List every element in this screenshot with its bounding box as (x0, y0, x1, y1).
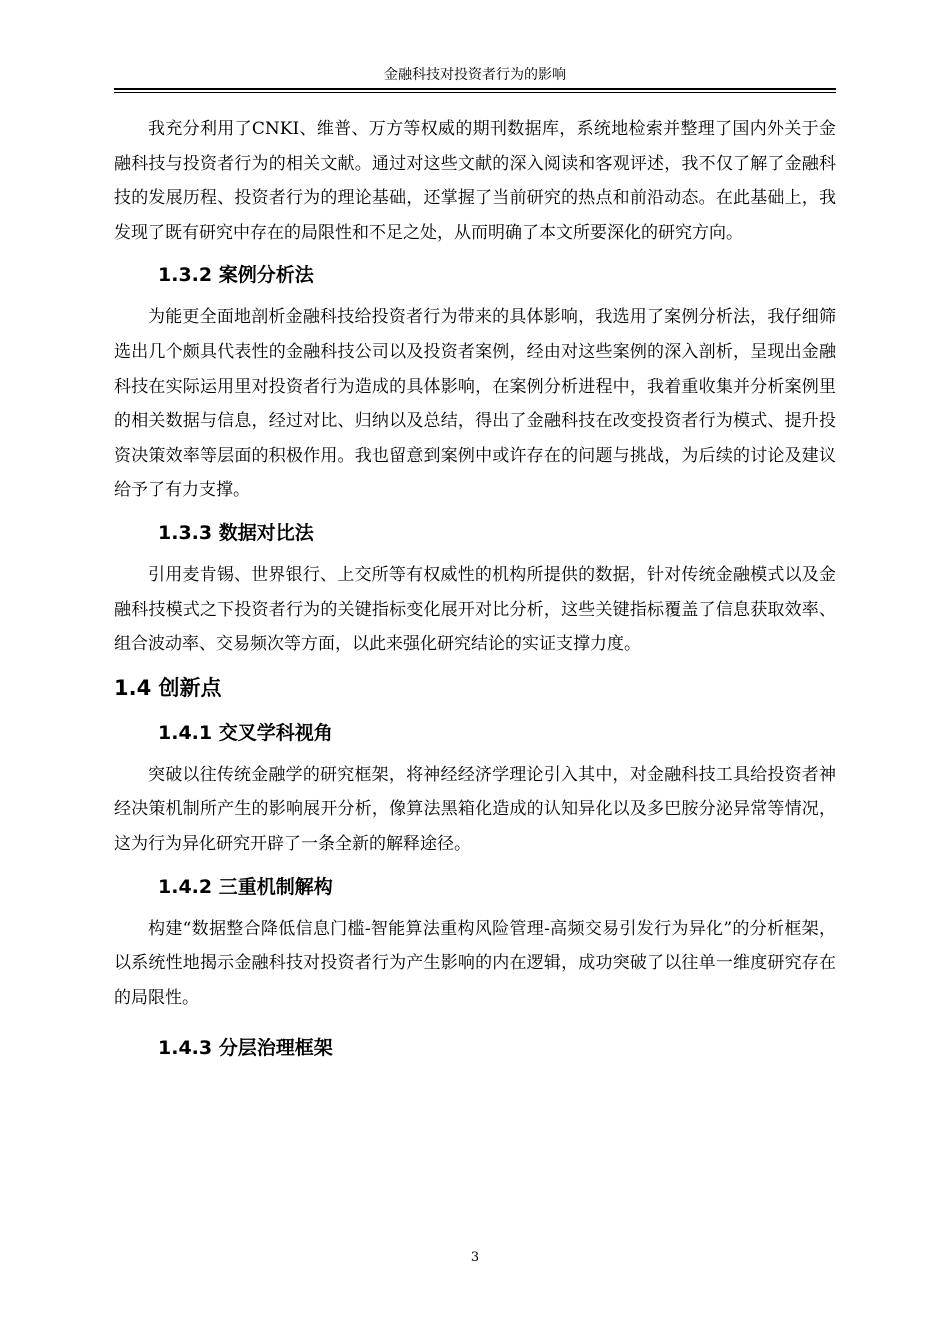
heading-1-4-1: 1.4.1 交叉学科视角 (158, 721, 333, 744)
page-body (114, 112, 836, 1059)
paragraph-literature-review: 我充分利用了CNKI、维普、万方等权威的期刊数据库，系统地检索并整理了国内外关于金融科技与投资者行为的相关文献。通过对这些文献的深入阅读和客观评述，我不仅了解了金融科技的发展历程、投资者行为的理论基础，还掌握了当前研究的热点和前沿动态。在此基础上，我发现了既有研究中存在的局限性和不足之处，从而明确了本文所要深化的研究方向。 (114, 119, 836, 243)
running-header: 金融科技对投资者行为的影响 (384, 67, 566, 83)
heading-1-4: 1.4 创新点 (114, 675, 222, 700)
paragraph-triple-mechanism: 构建“数据整合降低信息门槛-智能算法重构风险管理-高频交易引发行为异化”的分析框架，以系统性地揭示金融科技对投资者行为产生影响的内在逻辑，成功突破了以往单一维度研究存在的局限性。 (114, 918, 836, 1008)
paragraph-case-analysis: 为能更全面地剖析金融科技给投资者行为带来的具体影响，我选用了案例分析法，我仔细筛选出几个颇具代表性的金融科技公司以及投资者案例，经由对这些案例的深入剖析，呈现出金融科技在实际运用里对投资者行为造成的具体影响，在案例分析进程中，我着重收集并分析案例里的相关数据与信息，经过对比、归纳以及总结，得出了金融科技在改变投资者行为模式、提升投资决策效率等层面的积极作用。我也留意到案例中或许存在的问题与挑战，为后续的讨论及建议给予了有力支撑。 (114, 307, 836, 501)
header-rule-thick (114, 88, 836, 90)
header-rule-thin (114, 92, 836, 93)
heading-1-4-3: 1.4.3 分层治理框架 (158, 1037, 333, 1060)
heading-1-4-2: 1.4.2 三重机制解构 (158, 875, 333, 898)
heading-1-3-2: 1.3.2 案例分析法 (158, 264, 314, 287)
paragraph-data-comparison: 引用麦肯锡、世界银行、上交所等有权威性的机构所提供的数据，针对传统金融模式以及金融科技模式之下投资者行为的关键指标变化展开对比分析，这些关键指标覆盖了信息获取效率、组合波动率、交易频次等方面，以此来强化研究结论的实证支撑力度。 (114, 564, 836, 655)
paragraph-interdisciplinary: 突破以往传统金融学的研究框架，将神经经济学理论引入其中，对金融科技工具给投资者神经决策机制所产生的影响展开分析，像算法黑箱化造成的认知异化以及多巴胺分泌异常等情况，这为行为异化研究开辟了一条全新的解释途径。 (114, 764, 836, 854)
heading-1-3-3: 1.3.3 数据对比法 (158, 521, 314, 544)
page-number: 3 (470, 1250, 480, 1265)
